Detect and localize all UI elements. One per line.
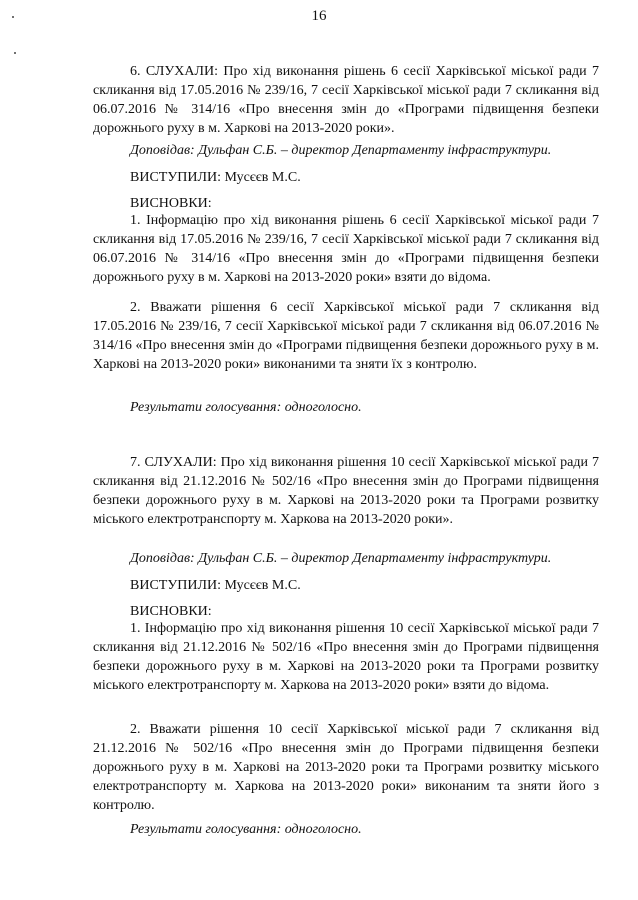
conclusion-2-text: 2. Вважати рішення 6 сесії Харківської міської ради 7 скликання від 17.05.2016 № 239/16, 7 сесії Харківської міської ради 7 скликання від 06.07.2016 № 314/16 «Про внесення змін до «Програми підвищення безпеки дорожнього руху в м. Харкові на 2013-2020 роки» виконаними та зняти їх з контролю. [93, 300, 599, 372]
reporter-text: Доповідав: Дульфан С.Б. – директор Департаменту інфраструктури. [130, 551, 552, 566]
reporter-text: Доповідав: Дульфан С.Б. – директор Департаменту інфраструктури. [130, 143, 552, 158]
conclusion-2 [93, 298, 599, 374]
vote-text: Результати голосування: одноголосно. [130, 822, 362, 837]
page-number: 16 [311, 8, 327, 24]
conclusion-1-text: 1. Інформацію про хід виконання рішень 6 сесії Харківської міської ради 7 скликання від 17.05.2016 № 239/16, 7 сесії Харківської міської ради 7 скликання від 06.07.2016 № 314/16 «Про внесення змін до «Програми підвищення безпеки дорожнього руху в м. Харкові на 2013-2020 роки» взяти до відома. [93, 213, 599, 285]
speakers-text: ВИСТУПИЛИ: Мусєєв М.С. [130, 578, 301, 593]
agenda-item-6 [93, 62, 599, 138]
conclusion-2 [93, 720, 599, 815]
conclusion-1-text: 1. Інформацію про хід виконання рішення 10 сесії Харківської міської ради 7 скликання від 21.12.2016 № 502/16 «Про внесення змін до Програми підвищення безпеки дорожнього руху в м. Харкові на 2013-2020 роки та Програми розвитку міського електротранспорту м. Харкова на 2013-2020 роки» взяти до відома. [93, 621, 599, 693]
reporter-line [93, 549, 599, 568]
conclusion-1 [93, 211, 599, 287]
conclusions-label-text: ВИСНОВКИ: [130, 604, 212, 619]
conclusion-2-text: 2. Вважати рішення 10 сесії Харківської міської ради 7 скликання від 21.12.2016 № 502/16 «Про внесення змін до Програми підвищення безпеки дорожнього руху в м. Харкові на 2013-2020 роки та Програми розвитку міського електротранспорту м. Харкова на 2013-2020 роки» виконаним та зняти його з контролю. [93, 722, 599, 813]
vote-line [93, 820, 599, 839]
scan-speck [12, 16, 14, 18]
agenda-item-7 [93, 453, 599, 529]
vote-text: Результати голосування: одноголосно. [130, 400, 362, 415]
reporter-line [93, 141, 599, 160]
scan-speck [14, 52, 16, 54]
speakers-text: ВИСТУПИЛИ: Мусєєв М.С. [130, 170, 301, 185]
conclusions-label-text: ВИСНОВКИ: [130, 196, 212, 211]
speakers-line [93, 168, 599, 187]
heard-paragraph: 6. СЛУХАЛИ: Про хід виконання рішень 6 сесії Харківської міської ради 7 скликання від 17.05.2016 № 239/16, 7 сесії Харківської міської ради 7 скликання від 06.07.2016 № 314/16 «Про внесення змін до «Програми підвищення безпеки дорожнього руху в м. Харкові на 2013-2020 роки». [93, 64, 599, 136]
heard-paragraph: 7. СЛУХАЛИ: Про хід виконання рішення 10 сесії Харківської міської ради 7 скликання від 21.12.2016 № 502/16 «Про внесення змін до Програми підвищення безпеки дорожнього руху в м. Харкові на 2013-2020 роки та Програми розвитку міського електротранспорту м. Харкова на 2013-2020 роки». [93, 455, 599, 527]
conclusion-1 [93, 619, 599, 695]
speakers-line [93, 576, 599, 595]
vote-line [93, 398, 599, 417]
